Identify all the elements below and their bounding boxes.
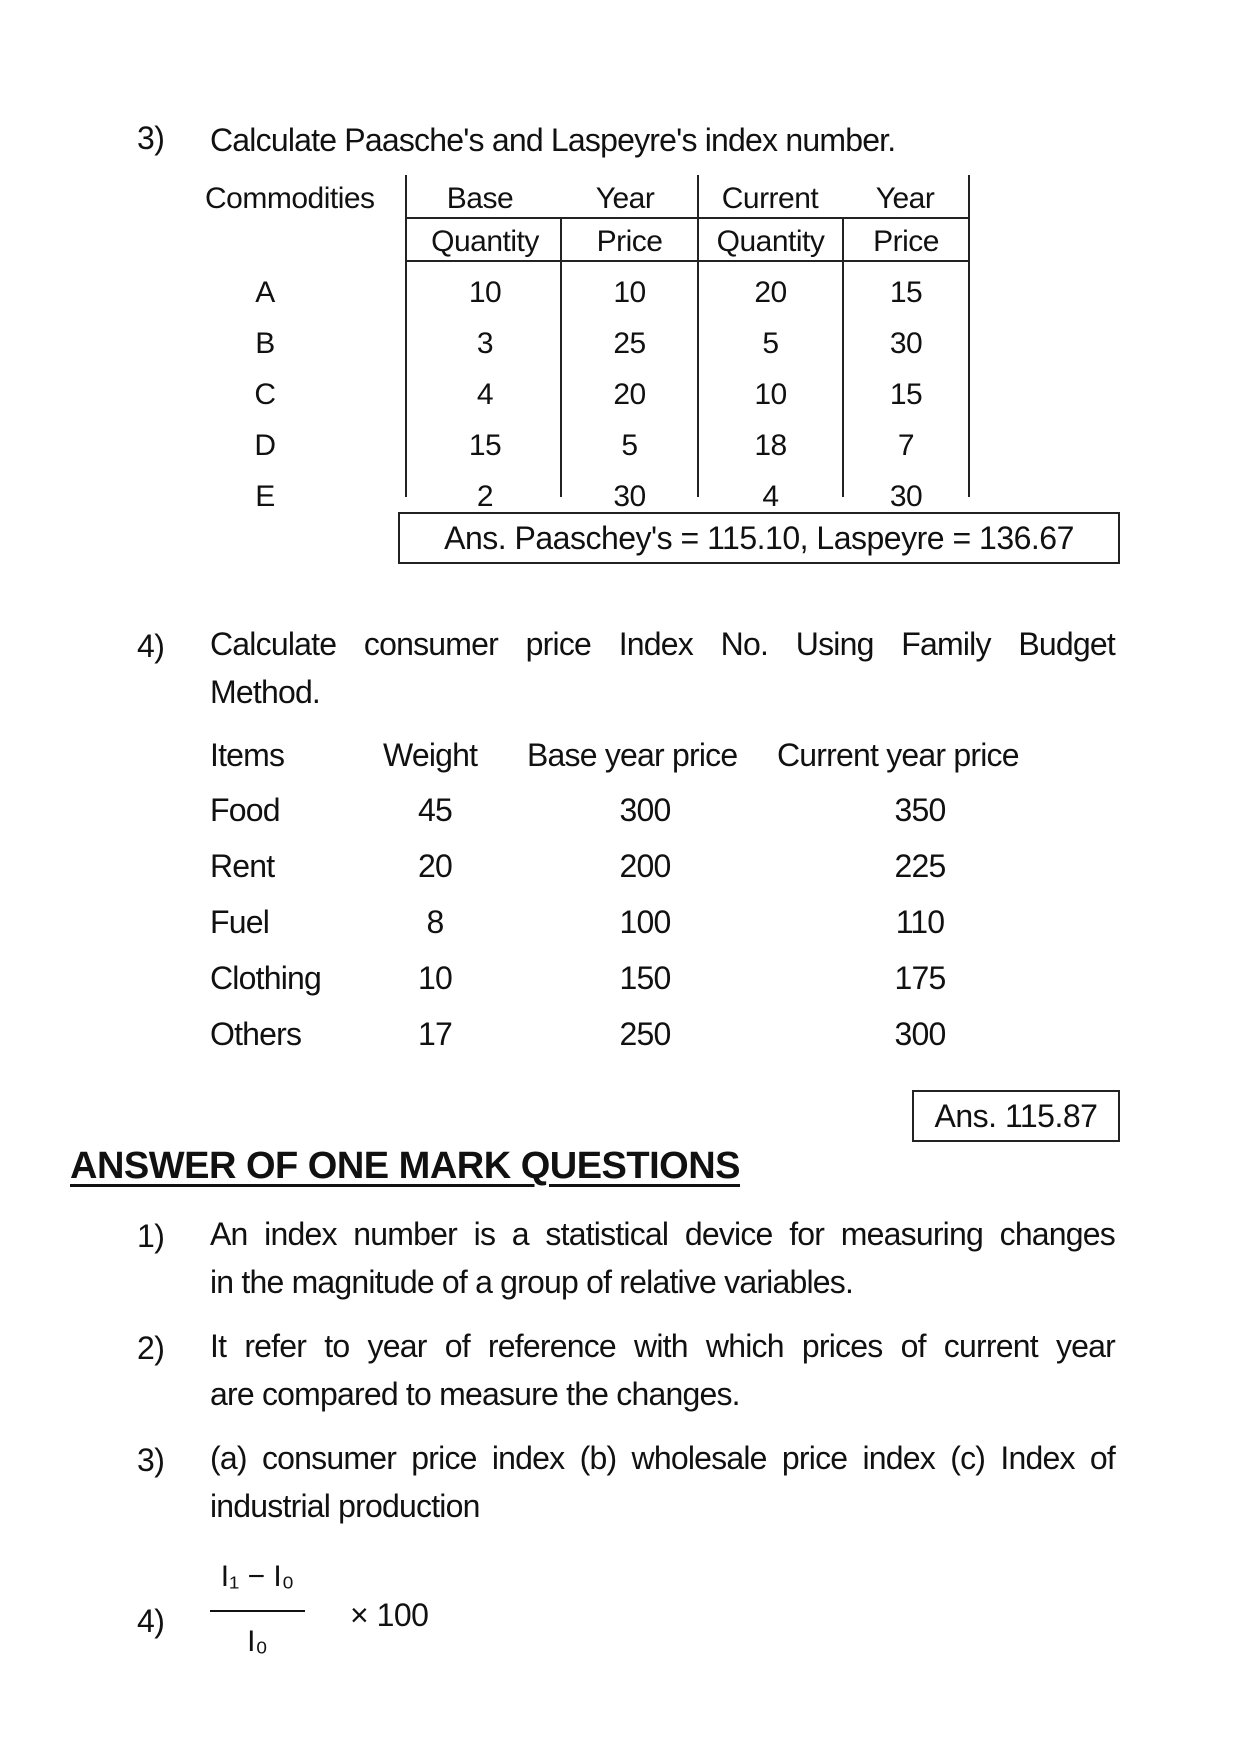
answer-number: 4): [137, 1603, 165, 1639]
q3-table-right-rule: [968, 175, 970, 497]
q4-header-items: Items: [210, 737, 285, 773]
q3-cell: 10: [754, 378, 787, 411]
q3-cell: 25: [613, 327, 646, 360]
q4-current-price: 300: [894, 1016, 946, 1052]
q3-row-label: A: [255, 276, 275, 309]
answer-text-line-2: are compared to measure the changes.: [210, 1376, 740, 1412]
q3-number: 3): [137, 120, 165, 156]
q3-cell: 5: [621, 429, 638, 462]
q3-row-label: E: [255, 480, 275, 513]
answer-text-line-1: It refer to year of reference with which prices of current year: [210, 1328, 1115, 1364]
q3-table-subheader-rule: [405, 260, 970, 262]
formula-numerator: I₁ − I₀: [220, 1560, 295, 1593]
q4-weight: 8: [426, 904, 444, 940]
q3-header-base: Base: [446, 182, 514, 215]
q3-header-current-quantity: Quantity: [716, 225, 825, 258]
q3-cell: 5: [762, 327, 779, 360]
q4-current-price: 225: [894, 848, 946, 884]
q3-cell: 15: [889, 378, 923, 411]
q3-cell: 7: [897, 429, 915, 462]
q3-table-header-rule: [405, 217, 970, 219]
answer-text-line-2: in the magnitude of a group of relative variables.: [210, 1264, 854, 1300]
q3-row-label: C: [254, 378, 276, 411]
q3-cell: 15: [468, 429, 502, 462]
answer-number: 3): [137, 1442, 165, 1478]
q4-base-price: 300: [619, 792, 671, 828]
q3-cell: 4: [762, 480, 779, 513]
q3-header-year-2: Year: [875, 182, 935, 215]
fraction-bar: [210, 1610, 305, 1612]
q4-item-name: Clothing: [210, 960, 322, 996]
q4-item-name: Food: [210, 792, 280, 828]
q3-table-left-rule: [405, 175, 407, 497]
q4-current-price: 175: [894, 960, 946, 996]
q4-base-price: 250: [619, 1016, 671, 1052]
q3-header-base-price: Price: [596, 225, 663, 258]
q3-cell: 10: [468, 276, 502, 309]
q3-cell: 30: [889, 327, 923, 360]
q4-header-weight: Weight: [383, 737, 478, 773]
q3-answer-box: Ans. Paaschey's = 115.10, Laspeyre = 136.67: [398, 512, 1120, 564]
q4-weight: 17: [418, 1016, 452, 1052]
q3-text: Calculate Paasche's and Laspeyre's index number.: [210, 122, 896, 158]
q4-base-price: 100: [619, 904, 671, 940]
q3-cell: 4: [476, 378, 494, 411]
q4-header-base-year-price: Base year price: [527, 737, 738, 773]
formula-multiplier: × 100: [350, 1597, 429, 1633]
q4-current-price: 110: [895, 904, 945, 940]
q4-item-name: Others: [210, 1016, 302, 1052]
q4-number: 4): [137, 628, 165, 664]
q3-header-current: Current: [721, 182, 819, 215]
answer-text-line-2: industrial production: [210, 1488, 480, 1524]
q3-cell: 18: [754, 429, 787, 462]
q3-header-base-quantity: Quantity: [431, 225, 539, 258]
answer-text-line-1: An index number is a statistical device for measuring changes: [210, 1216, 1115, 1252]
q3-cell: 20: [754, 276, 787, 309]
q3-cell: 2: [476, 480, 494, 513]
q4-item-name: Rent: [210, 848, 275, 884]
q3-header-year-1: Year: [595, 182, 655, 215]
q3-cell: 20: [613, 378, 646, 411]
formula-denominator: I₀: [247, 1625, 268, 1658]
q4-weight: 20: [418, 848, 452, 884]
q3-row-label: D: [254, 429, 276, 462]
q4-header-current-year-price: Current year price: [777, 737, 1019, 773]
q4-base-price: 200: [619, 848, 671, 884]
q3-header-current-price: Price: [873, 225, 939, 258]
q3-cell: 10: [613, 276, 646, 309]
q3-row-label: B: [255, 327, 275, 360]
q3-cell: 3: [476, 327, 494, 360]
q3-cell: 30: [889, 480, 923, 513]
q4-text-line-1: Calculate consumer price Index No. Using Family Budget: [210, 626, 1115, 662]
section-heading: ANSWER OF ONE MARK QUESTIONS: [70, 1145, 741, 1187]
q4-item-name: Fuel: [210, 904, 270, 940]
answer-number: 1): [137, 1218, 165, 1254]
q4-weight: 45: [418, 792, 452, 828]
q4-text-line-2: Method.: [210, 674, 321, 710]
answer-text-line-1: (a) consumer price index (b) wholesale price index (c) Index of: [210, 1440, 1115, 1476]
q4-weight: 10: [418, 960, 452, 996]
q3-cell: 15: [889, 276, 923, 309]
q4-answer-box: Ans. 115.87: [912, 1090, 1120, 1142]
q4-base-price: 150: [619, 960, 671, 996]
q4-current-price: 350: [894, 792, 946, 828]
answer-number: 2): [137, 1330, 165, 1366]
q3-cell: 30: [613, 480, 646, 513]
q3-header-commodities: Commodities: [205, 182, 375, 215]
